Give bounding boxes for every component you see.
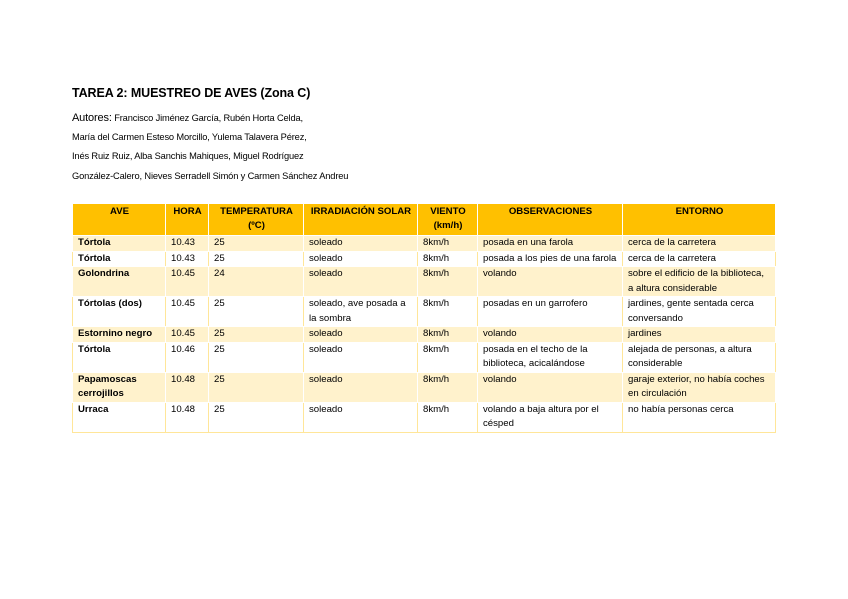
cell-viento: 8km/h	[418, 402, 478, 432]
cell-temperatura: 24	[209, 267, 304, 297]
authors-line: María del Carmen Esteso Morcillo, Yulema Talavera Pérez,	[72, 132, 307, 143]
cell-observaciones: volando a baja altura por el césped	[478, 402, 623, 432]
cell-temperatura: 25	[209, 327, 304, 343]
cell-hora: 10.48	[166, 402, 209, 432]
cell-viento: 8km/h	[418, 342, 478, 372]
table-row	[73, 267, 776, 297]
cell-hora: 10.43	[166, 236, 209, 252]
cell-irradiacion: soleado, ave posada a la sombra	[304, 297, 418, 327]
cell-viento: 8km/h	[418, 372, 478, 402]
cell-entorno: alejada de personas, a altura considerable	[623, 342, 776, 372]
cell-hora: 10.43	[166, 251, 209, 267]
authors-line: González-Calero, Nieves Serradell Simón y Carmen Sánchez Andreu	[72, 170, 349, 181]
cell-temperatura: 25	[209, 342, 304, 372]
cell-ave: Tórtola	[73, 251, 166, 267]
cell-temperatura: 25	[209, 297, 304, 327]
table-row	[73, 342, 776, 372]
authors-text: Francisco Jiménez García, Rubén Horta Celda,	[114, 113, 303, 123]
header-entorno: ENTORNO	[623, 204, 776, 236]
cell-temperatura: 25	[209, 402, 304, 432]
cell-ave: Golondrina	[73, 267, 166, 297]
cell-irradiacion: soleado	[304, 267, 418, 297]
cell-ave: Tórtolas (dos)	[73, 297, 166, 327]
table-row	[73, 236, 776, 252]
cell-ave: Tórtola	[73, 342, 166, 372]
cell-observaciones: volando	[478, 372, 623, 402]
cell-observaciones: volando	[478, 327, 623, 343]
cell-viento: 8km/h	[418, 297, 478, 327]
table-header-row	[73, 204, 776, 236]
cell-temperatura: 25	[209, 236, 304, 252]
header-observaciones: OBSERVACIONES	[478, 204, 623, 236]
document-title: TAREA 2: MUESTREO DE AVES (Zona C)	[72, 86, 311, 100]
cell-temperatura: 25	[209, 251, 304, 267]
cell-entorno: jardines, gente sentada cerca conversando	[623, 297, 776, 327]
cell-hora: 10.48	[166, 372, 209, 402]
header-ave: AVE	[73, 204, 166, 236]
table-row	[73, 251, 776, 267]
cell-observaciones: posada en el techo de la biblioteca, acicalándose	[478, 342, 623, 372]
cell-observaciones: posada en una farola	[478, 236, 623, 252]
cell-hora: 10.46	[166, 342, 209, 372]
cell-hora: 10.45	[166, 327, 209, 343]
cell-viento: 8km/h	[418, 236, 478, 252]
cell-entorno: cerca de la carretera	[623, 236, 776, 252]
table-row	[73, 372, 776, 402]
cell-viento: 8km/h	[418, 267, 478, 297]
cell-irradiacion: soleado	[304, 236, 418, 252]
authors-line	[72, 109, 492, 128]
table-row	[73, 402, 776, 432]
header-temperatura: TEMPERATURA (ºC)	[209, 204, 304, 236]
cell-observaciones: volando	[478, 267, 623, 297]
cell-irradiacion: soleado	[304, 327, 418, 343]
cell-temperatura: 25	[209, 372, 304, 402]
cell-irradiacion: soleado	[304, 342, 418, 372]
cell-entorno: jardines	[623, 327, 776, 343]
cell-entorno: sobre el edificio de la biblioteca, a altura considerable	[623, 267, 776, 297]
cell-viento: 8km/h	[418, 327, 478, 343]
cell-ave: Papamoscas cerrojillos	[73, 372, 166, 402]
authors-block	[72, 109, 492, 186]
cell-irradiacion: soleado	[304, 251, 418, 267]
header-irradiacion: IRRADIACIÓN SOLAR	[304, 204, 418, 236]
bird-sampling-table	[72, 203, 776, 433]
authors-label: Autores:	[72, 112, 112, 124]
cell-ave: Estornino negro	[73, 327, 166, 343]
cell-irradiacion: soleado	[304, 372, 418, 402]
cell-ave: Tórtola	[73, 236, 166, 252]
header-viento: VIENTO (km/h)	[418, 204, 478, 236]
table-row	[73, 297, 776, 327]
authors-line: Inés Ruiz Ruiz, Alba Sanchis Mahiques, Miguel Rodríguez	[72, 151, 304, 162]
cell-observaciones: posadas en un garrofero	[478, 297, 623, 327]
header-hora: HORA	[166, 204, 209, 236]
cell-hora: 10.45	[166, 267, 209, 297]
cell-entorno: garaje exterior, no había coches en circulación	[623, 372, 776, 402]
cell-irradiacion: soleado	[304, 402, 418, 432]
cell-entorno: no había personas cerca	[623, 402, 776, 432]
cell-viento: 8km/h	[418, 251, 478, 267]
table-row	[73, 327, 776, 343]
cell-ave: Urraca	[73, 402, 166, 432]
cell-entorno: cerca de la carretera	[623, 251, 776, 267]
cell-observaciones: posada a los pies de una farola	[478, 251, 623, 267]
cell-hora: 10.45	[166, 297, 209, 327]
